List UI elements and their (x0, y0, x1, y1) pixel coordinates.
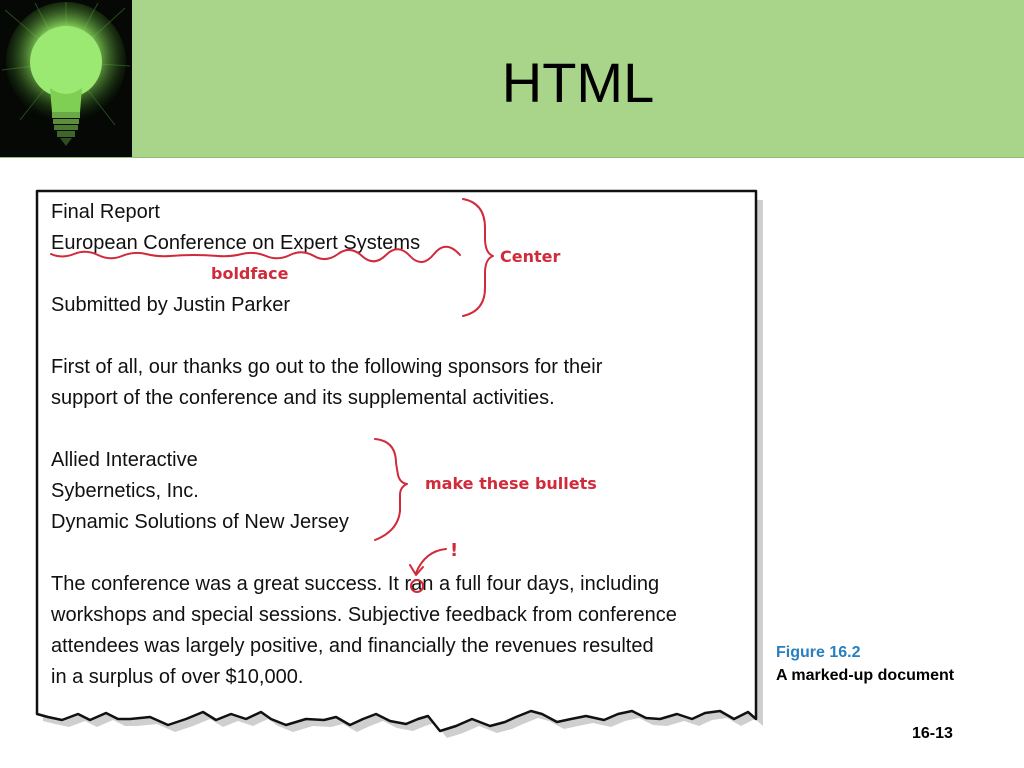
annotation-center: Center (500, 247, 561, 266)
figure-caption (776, 641, 954, 687)
annotation-boldface: boldface (211, 264, 289, 283)
doc-title: Final Report (51, 201, 160, 223)
doc-paragraph-line: First of all, our thanks go out to the following sponsors for their (51, 356, 603, 378)
doc-paragraph-line: support of the conference and its supplemental activities. (51, 387, 555, 409)
doc-paragraph-line: workshops and special sessions. Subjective feedback from conference (51, 604, 677, 626)
lightbulb-icon (0, 0, 132, 157)
period-circle (411, 580, 423, 592)
doc-paragraph-line: The conference was a great success. It ran a full four days, including (51, 573, 660, 595)
doc-paragraph-line: in a surplus of over $10,000. (51, 666, 304, 688)
annotation-bullets: make these bullets (425, 474, 597, 493)
annotation-exclaim: ! (450, 540, 459, 561)
boldface-underline (51, 247, 460, 262)
doc-sponsor: Allied Interactive (51, 449, 198, 471)
doc-sponsor: Dynamic Solutions of New Jersey (51, 511, 349, 533)
proof-marks (30, 183, 765, 743)
doc-paragraph-line: attendees was largely positive, and financially the revenues resulted (51, 635, 654, 657)
doc-sponsor: Sybernetics, Inc. (51, 480, 199, 502)
slide-header (0, 0, 1024, 158)
bullets-brace (375, 439, 407, 540)
marked-up-document (30, 183, 765, 743)
page-number: 16-13 (912, 725, 953, 742)
slide-title: HTML (501, 51, 655, 114)
figure-number: Figure 16.2 (776, 644, 861, 661)
figure-description: A marked-up document (776, 667, 955, 684)
doc-conference-name: European Conference on Expert Systems (51, 232, 421, 254)
doc-submitted-by: Submitted by Justin Parker (51, 294, 290, 316)
center-brace (463, 199, 493, 316)
